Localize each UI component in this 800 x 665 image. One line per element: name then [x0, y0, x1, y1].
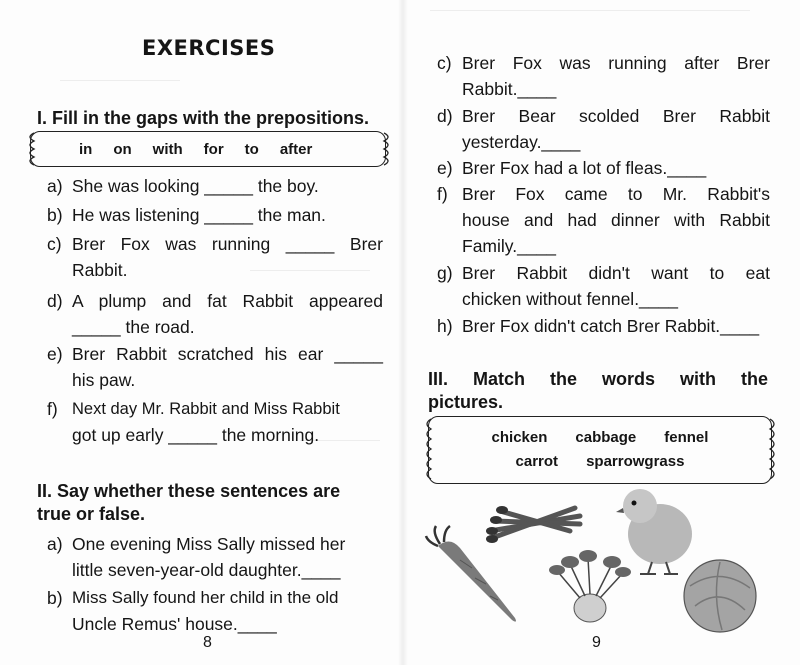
- word-carrot: carrot: [515, 453, 559, 470]
- exercise1-item-e: e) Brer Rabbit scratched his ear _____ his paw.: [47, 344, 383, 390]
- wavy-border-right-3: [766, 416, 780, 484]
- exercise2-item-f: f) Brer Fox came to Mr. Rabbit's house and had dinner with Rabbit Family.____: [437, 184, 770, 256]
- word-after: after: [279, 140, 313, 158]
- word-for: for: [203, 140, 224, 158]
- exercise2-item-h: h) Brer Fox didn't catch Brer Rabbit.____: [437, 316, 760, 336]
- exercise2-item-a: a) One evening Miss Sally missed her little seven-year-old daughter.____: [47, 534, 346, 580]
- cabbage-picture: [684, 560, 756, 632]
- asparagus-picture: [486, 506, 580, 543]
- word-on: on: [113, 140, 132, 158]
- word-chicken: chicken: [491, 429, 548, 446]
- exercises-title: EXERCISES: [142, 36, 276, 60]
- chick-picture: [616, 489, 692, 574]
- exercise1-item-f: f) Next day Mr. Rabbit and Miss Rabbit got up early _____ the morning.: [47, 399, 340, 445]
- wavy-border-right: [380, 131, 394, 167]
- exercise1-item-c: c) Brer Fox was running _____ Brer Rabbit.: [47, 234, 383, 280]
- wavy-border-left-3: [421, 416, 435, 484]
- exercise1-item-a: a) She was looking _____ the boy.: [47, 176, 319, 196]
- wavy-border-left: [24, 131, 38, 167]
- exercise2-item-d: d) Brer Bear scolded Brer Rabbit yesterday.____: [437, 106, 770, 152]
- word-to: to: [244, 140, 259, 158]
- word-sparrowgrass: sparrowgrass: [586, 453, 685, 470]
- page-number-right: 9: [592, 634, 601, 651]
- exercise2-item-g: g) Brer Rabbit didn't want to eat chicken without fennel.____: [437, 263, 770, 309]
- vegetable-pictures: [420, 486, 780, 636]
- vegetable-word-box: [428, 416, 772, 484]
- page-number-left: 8: [203, 634, 212, 651]
- section2-heading: II. Say whether these sentences are true or false.: [37, 481, 341, 524]
- exercise1-item-b: b) He was listening _____ the man.: [47, 205, 326, 225]
- word-fennel: fennel: [664, 429, 709, 446]
- exercise1-item-d: d) A plump and fat Rabbit appeared _____ the road.: [47, 291, 383, 337]
- word-cabbage: cabbage: [575, 429, 637, 446]
- section1-heading: I. Fill in the gaps with the prepositions.: [37, 108, 370, 128]
- word-in: in: [79, 140, 93, 158]
- preposition-word-box: [30, 131, 386, 167]
- fennel-picture: [549, 550, 631, 622]
- exercise2-item-e: e) Brer Fox had a lot of fleas.____: [437, 158, 707, 178]
- exercise2-item-b: b) Miss Sally found her child in the old Uncle Remus' house.____: [47, 588, 339, 634]
- exercise2-item-c: c) Brer Fox was running after Brer Rabbit.____: [437, 53, 770, 99]
- word-with: with: [152, 140, 183, 158]
- carrot-picture: [426, 526, 516, 622]
- section3-heading: III. Match the words with the pictures.: [428, 369, 768, 412]
